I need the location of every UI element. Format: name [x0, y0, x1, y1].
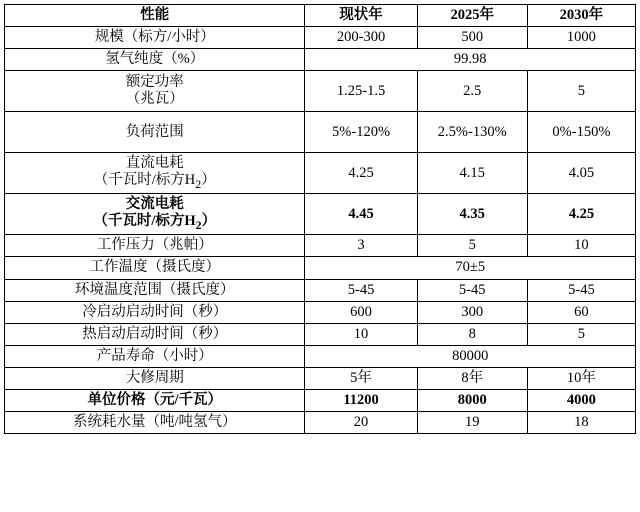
cell-value: 5年 — [305, 368, 417, 390]
row-label-scale: 规模（标方/小时） — [5, 27, 305, 49]
table-row — [5, 112, 636, 153]
cell-value-merged: 70±5 — [305, 257, 636, 279]
cell-value-merged: 80000 — [305, 345, 636, 367]
table-row — [5, 71, 636, 112]
specification-table — [4, 4, 636, 434]
table-row — [5, 390, 636, 412]
cell-value: 8 — [417, 323, 527, 345]
cell-value: 8年 — [417, 368, 527, 390]
cell-value: 200-300 — [305, 27, 417, 49]
column-header-2025: 2025年 — [417, 5, 527, 27]
row-label-line2: （千瓦时/标方$H_2$） — [93, 172, 216, 192]
cell-value: 20 — [305, 412, 417, 434]
table-row — [5, 153, 636, 194]
table-row — [5, 301, 636, 323]
row-label-hydrogen-purity: 氢气纯度（%） — [5, 49, 305, 71]
cell-value: 1.25-1.5 — [305, 71, 417, 112]
cell-value: 5%-120% — [305, 112, 417, 153]
cell-value: 10 — [527, 235, 635, 257]
cell-value: 8000 — [417, 390, 527, 412]
cell-value: 4.25 — [305, 153, 417, 194]
cell-value: 2.5%-130% — [417, 112, 527, 153]
column-header-current-year: 现状年 — [305, 5, 417, 27]
cell-value: 11200 — [305, 390, 417, 412]
row-label-cold-start-time: 冷启动启动时间（秒） — [5, 301, 305, 323]
row-label-line1: 额定功率 — [125, 74, 184, 91]
cell-value: 4.05 — [527, 153, 635, 194]
cell-value: 5-45 — [417, 279, 527, 301]
cell-value: 300 — [417, 301, 527, 323]
cell-value: 5 — [527, 323, 635, 345]
table-row — [5, 194, 636, 235]
cell-value: 4.45 — [305, 194, 417, 235]
table-row — [5, 345, 636, 367]
cell-value: 5-45 — [305, 279, 417, 301]
cell-value: 4000 — [527, 390, 635, 412]
row-label-working-temperature: 工作温度（摄氏度） — [5, 257, 305, 279]
cell-value-merged: 99.98 — [305, 49, 636, 71]
cell-value: 5 — [527, 71, 635, 112]
table-row — [5, 49, 636, 71]
row-label-hot-start-time: 热启动启动时间（秒） — [5, 323, 305, 345]
table-row — [5, 279, 636, 301]
row-label-system-water-consumption: 系统耗水量（吨/吨氢气） — [5, 412, 305, 434]
cell-value: 600 — [305, 301, 417, 323]
cell-value: 1000 — [527, 27, 635, 49]
row-label-load-range: 负荷范围 — [5, 112, 305, 153]
row-label-unit-price: 单位价格（元/千瓦） — [5, 390, 305, 412]
cell-value: 10 — [305, 323, 417, 345]
row-label-line2: （千瓦时/标方$H_2$） — [93, 213, 217, 233]
cell-value: 19 — [417, 412, 527, 434]
cell-value: 4.35 — [417, 194, 527, 235]
cell-value: 2.5 — [417, 71, 527, 112]
cell-value: 4.15 — [417, 153, 527, 194]
table-row — [5, 368, 636, 390]
row-label-line1: 直流电耗 — [125, 155, 184, 172]
row-label-ac-power-consumption — [5, 194, 305, 235]
cell-value: 0%-150% — [527, 112, 635, 153]
column-header-2030: 2030年 — [527, 5, 635, 27]
table-header-row — [5, 5, 636, 27]
table-row — [5, 27, 636, 49]
row-label-overhaul-cycle: 大修周期 — [5, 368, 305, 390]
table-row — [5, 323, 636, 345]
cell-value: 10年 — [527, 368, 635, 390]
row-label-ambient-temperature-range: 环境温度范围（摄氏度） — [5, 279, 305, 301]
table-row — [5, 257, 636, 279]
row-label-rated-power — [5, 71, 305, 112]
cell-value: 3 — [305, 235, 417, 257]
cell-value: 60 — [527, 301, 635, 323]
row-label-product-lifetime: 产品寿命（小时） — [5, 345, 305, 367]
cell-value: 5-45 — [527, 279, 635, 301]
row-label-line2: （兆瓦） — [125, 91, 184, 108]
row-label-line1: 交流电耗 — [125, 196, 184, 213]
table-row — [5, 235, 636, 257]
column-header-performance: 性能 — [5, 5, 305, 27]
cell-value: 18 — [527, 412, 635, 434]
cell-value: 4.25 — [527, 194, 635, 235]
cell-value: 5 — [417, 235, 527, 257]
table-row — [5, 412, 636, 434]
cell-value: 500 — [417, 27, 527, 49]
row-label-working-pressure: 工作压力（兆帕） — [5, 235, 305, 257]
row-label-dc-power-consumption — [5, 153, 305, 194]
